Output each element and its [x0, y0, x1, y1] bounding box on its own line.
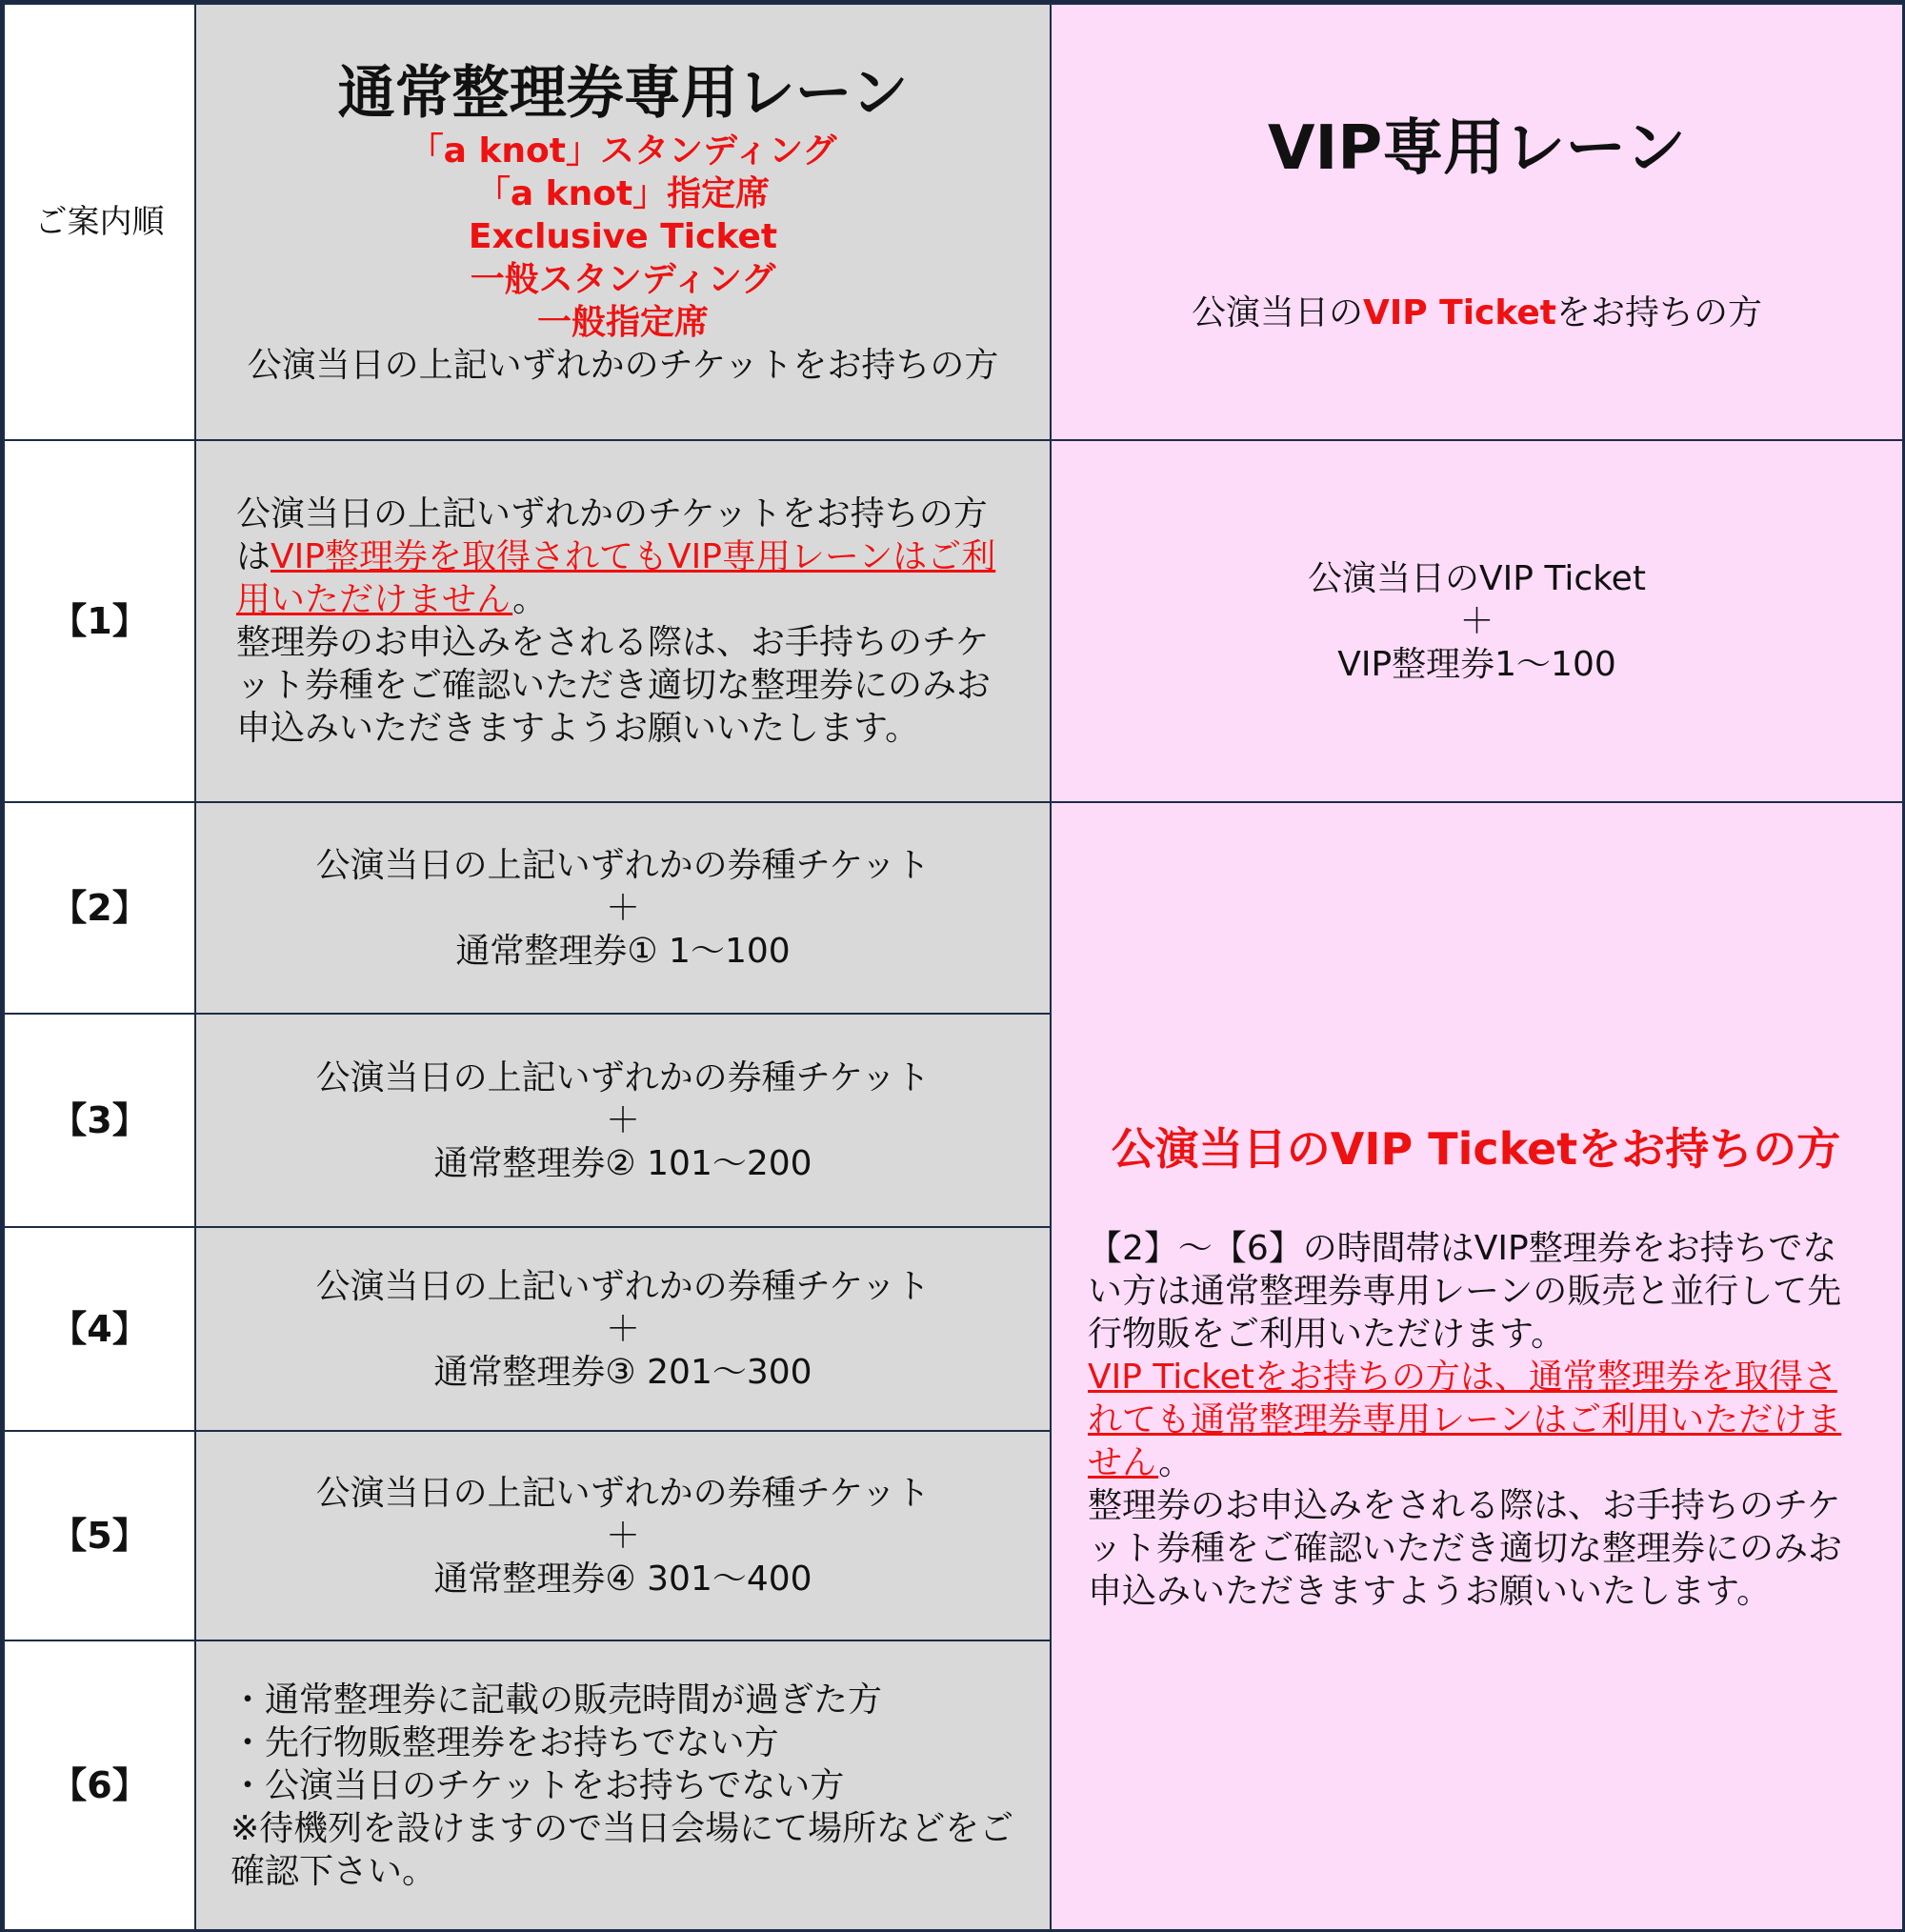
- row-4-regular: [195, 1227, 1051, 1431]
- vip-number-line: VIP整理券1～100: [1337, 644, 1616, 684]
- plus-sign: ＋: [605, 888, 640, 928]
- number-line: 通常整理券④ 301～400: [433, 1559, 812, 1599]
- row-1-period: 。: [512, 580, 548, 619]
- ticket-type: 「a knot」指定席: [475, 174, 771, 213]
- row-3-regular: [195, 1014, 1051, 1227]
- header-row: [4, 4, 1903, 440]
- vip-ticket-highlight: VIP Ticket: [1362, 292, 1556, 332]
- vip-merged-title: 公演当日のVIP Ticketをお持ちの方: [1111, 1122, 1841, 1175]
- row-1-text: 公演当日の上記いずれかのチケットをお持ちの方は: [236, 494, 988, 576]
- row-1-regular: [195, 440, 1051, 802]
- order-number: 【4】: [4, 1227, 195, 1431]
- order-header: ご案内順: [4, 4, 195, 440]
- row-1-warning: VIP整理券を取得されてもVIP専用レーンはご利用いただけません: [236, 537, 996, 619]
- regular-lane-header: [195, 4, 1051, 440]
- regular-lane-note: 公演当日の上記いずれかのチケットをお持ちの方: [247, 346, 999, 385]
- plus-sign: ＋: [1459, 601, 1494, 641]
- row-1-vip: [1051, 440, 1903, 802]
- vip-merged-instruction: 整理券のお申込みをされる際は、お手持ちのチケット券種をご確認いただき適切な整理券にのみお申込みいただきますようお願いいたします。: [1088, 1485, 1843, 1611]
- vip-note-post: をお持ちの方: [1556, 292, 1763, 332]
- order-number: 【1】: [4, 440, 195, 802]
- ticket-type: 一般スタンディング: [470, 260, 776, 299]
- lane-guide-table: [3, 3, 1904, 1931]
- order-number: 【3】: [4, 1014, 195, 1227]
- ticket-line: 公演当日の上記いずれかの券種チケット: [315, 1473, 931, 1513]
- vip-merged-warning: VIP Ticketをお持ちの方は、通常整理券を取得されても通常整理券専用レーンはご利用いただけません: [1088, 1357, 1842, 1482]
- order-number: 【2】: [4, 802, 195, 1014]
- vip-lane-header: [1051, 4, 1903, 440]
- order-number: 【5】: [4, 1431, 195, 1640]
- vip-merged-cell: [1051, 802, 1903, 1930]
- row-2: [4, 802, 1903, 1014]
- regular-lane-title: 通常整理券専用レーン: [337, 60, 909, 127]
- row-5-regular: [195, 1431, 1051, 1640]
- condition-line: ・先行物販整理券をお持ちでない方: [231, 1722, 779, 1762]
- row-1: [4, 440, 1903, 802]
- ticket-type: 「a knot」スタンディング: [409, 131, 837, 171]
- queue-note: ※待機列を設けますので当日会場にて場所などをご確認下さい。: [231, 1808, 1014, 1891]
- ticket-type: 一般指定席: [536, 303, 709, 342]
- condition-line: ・公演当日のチケットをお持ちでない方: [231, 1765, 845, 1805]
- vip-merged-text: 【2】～【6】の時間帯はVIP整理券をお持ちでない方は通常整理券専用レーンの販売と並行して先行物販をご利用いただけます。: [1088, 1228, 1842, 1354]
- condition-line: ・通常整理券に記載の販売時間が過ぎた方: [231, 1680, 883, 1720]
- plus-sign: ＋: [605, 1309, 640, 1349]
- row-1-instruction: 整理券のお申込みをされる際は、お手持ちのチケット券種をご確認いただき適切な整理券にのみお申込みいただきますようお願いいたします。: [236, 623, 992, 748]
- ticket-line: 公演当日の上記いずれかの券種チケット: [315, 845, 931, 885]
- number-line: 通常整理券② 101～200: [433, 1143, 812, 1183]
- row-2-regular: [195, 802, 1051, 1014]
- vip-note-pre: 公演当日の: [1191, 292, 1363, 332]
- vip-ticket-line: 公演当日のVIP Ticket: [1308, 558, 1646, 598]
- plus-sign: ＋: [605, 1516, 640, 1556]
- number-line: 通常整理券① 1～100: [455, 931, 791, 971]
- ticket-line: 公演当日の上記いずれかの券種チケット: [315, 1057, 931, 1097]
- vip-lane-title: VIP専用レーン: [1268, 112, 1686, 184]
- vip-lane-note: [1080, 292, 1874, 334]
- ticket-line: 公演当日の上記いずれかの券種チケット: [315, 1266, 931, 1306]
- ticket-type: Exclusive Ticket: [468, 217, 778, 256]
- plus-sign: ＋: [605, 1100, 640, 1140]
- number-line: 通常整理券③ 201～300: [433, 1352, 812, 1392]
- vip-merged-period: 。: [1158, 1442, 1193, 1482]
- row-6-regular: [195, 1640, 1051, 1930]
- guide-table-container: [3, 3, 1902, 1929]
- order-number: 【6】: [4, 1640, 195, 1930]
